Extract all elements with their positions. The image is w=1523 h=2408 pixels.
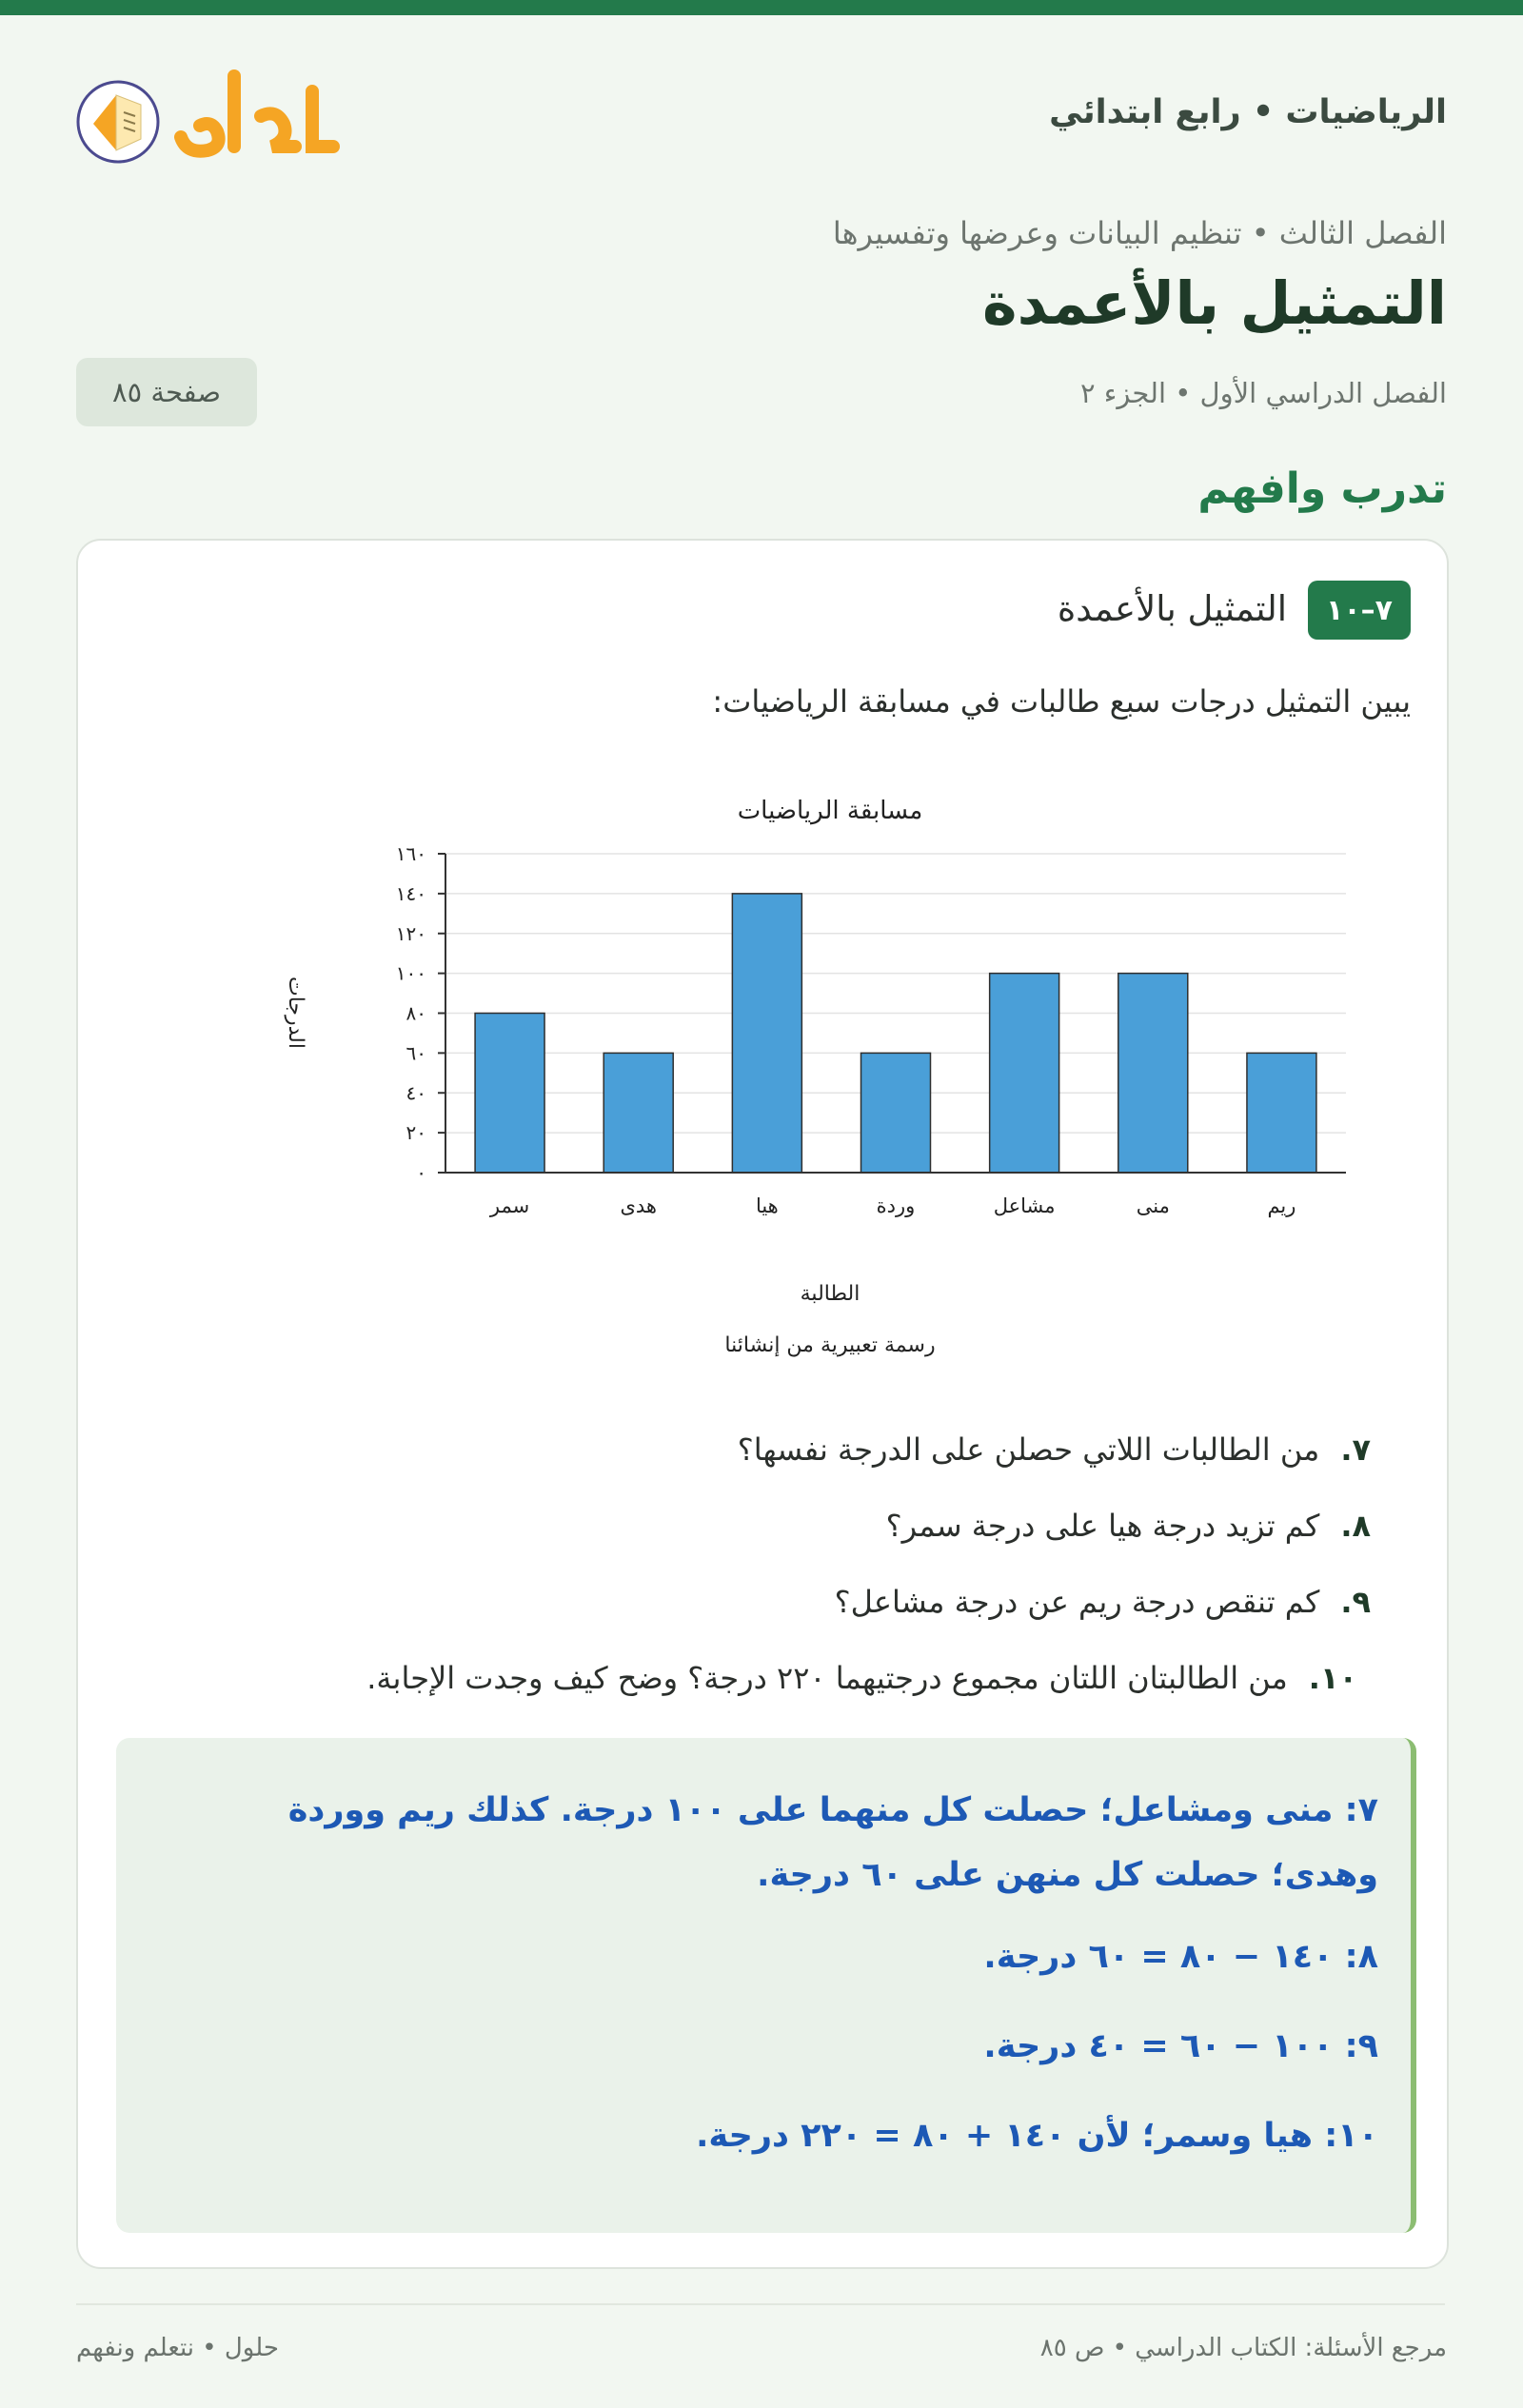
chart-title: مسابقة الرياضيات — [737, 797, 923, 825]
hulul-logo[interactable] — [74, 63, 341, 168]
footer-divider — [76, 2303, 1445, 2305]
answer-9: ٩: ١٠٠ − ٦٠ = ٤٠ درجة. — [983, 2027, 1378, 2065]
question-9 — [835, 1584, 1371, 1620]
question-8 — [886, 1508, 1371, 1544]
y-tick-label: ٦٠ — [405, 1041, 426, 1065]
x-tick-label: سمر — [489, 1194, 530, 1217]
footer-tagline: حلول • نتعلم ونفهم — [76, 2334, 279, 2362]
y-tick-label: ١٢٠ — [395, 921, 426, 945]
x-tick-label: هدى — [620, 1194, 657, 1217]
y-tick-label: ٨٠ — [405, 1001, 426, 1025]
term-label: الفصل الدراسي الأول • الجزء ٢ — [1079, 377, 1447, 409]
top-accent-bar — [0, 0, 1523, 15]
bar — [475, 1014, 544, 1174]
y-tick-label: ٠ — [416, 1161, 426, 1184]
y-axis-label: الدرجات — [284, 976, 307, 1050]
y-tick-label: ١٦٠ — [395, 842, 426, 865]
question-text: كم تزيد درجة هيا على درجة سمر؟ — [885, 1508, 1320, 1544]
y-tick-label: ١٤٠ — [395, 881, 426, 905]
bar — [1247, 1053, 1316, 1173]
bar — [990, 974, 1059, 1173]
bar — [732, 894, 801, 1173]
y-tick-label: ١٠٠ — [395, 961, 426, 985]
question-7 — [738, 1431, 1371, 1468]
answers-box — [116, 1738, 1416, 2233]
x-axis-label: الطالبة — [800, 1282, 860, 1306]
answer-8: ٨: ١٤٠ − ٨٠ = ٦٠ درجة. — [983, 1938, 1378, 1976]
question-number: ٩. — [1340, 1584, 1371, 1620]
x-tick-label: هيا — [755, 1194, 779, 1217]
exercise-title: التمثيل بالأعمدة — [1057, 588, 1287, 629]
chapter-label: الفصل الثالث • تنظيم البيانات وعرضها وتفسيرها — [832, 215, 1447, 251]
y-tick-label: ٢٠ — [405, 1121, 426, 1145]
question-number: ٧. — [1340, 1431, 1371, 1468]
question-number: ١٠. — [1308, 1660, 1357, 1696]
question-text: من الطالبات اللاتي حصلن على الدرجة نفسها؟ — [737, 1431, 1320, 1468]
exercise-card — [76, 539, 1449, 2269]
x-tick-label: منى — [1136, 1194, 1170, 1217]
bar-chart — [154, 750, 1392, 1435]
answer-10: ١٠: هيا وسمر؛ لأن ١٤٠ + ٨٠ = ٢٢٠ درجة. — [696, 2117, 1378, 2155]
answer-7-line-1: ٧: منى ومشاعل؛ حصلت كل منهما على ١٠٠ درجة. كذلك ريم ووردة — [287, 1791, 1378, 1829]
page-badge: صفحة ٨٥ — [76, 358, 257, 426]
question-10 — [366, 1660, 1357, 1696]
subject-grade: الرياضيات • رابع ابتدائي — [1049, 93, 1447, 131]
bar — [861, 1053, 931, 1173]
bar — [1118, 974, 1188, 1173]
x-tick-label: ريم — [1267, 1194, 1296, 1217]
x-tick-label: مشاعل — [993, 1194, 1056, 1217]
bar — [603, 1053, 673, 1173]
question-number: ٨. — [1340, 1508, 1371, 1544]
chart-caption: رسمة تعبيرية من إنشائنا — [724, 1333, 936, 1357]
question-text: كم تنقص درجة ريم عن درجة مشاعل؟ — [834, 1584, 1320, 1620]
exercise-intro: يبين التمثيل درجات سبع طالبات في مسابقة الرياضيات: — [712, 683, 1411, 720]
answer-7-line-2: وهدى؛ حصلت كل منهن على ٦٠ درجة. — [757, 1856, 1378, 1894]
lesson-title: التمثيل بالأعمدة — [981, 268, 1447, 338]
section-heading: تدرب وافهم — [1197, 464, 1447, 513]
exercise-range-badge: ٧–١٠ — [1308, 581, 1411, 640]
question-text: من الطالبتان اللتان مجموع درجتيهما ٢٢٠ درجة؟ وضح كيف وجدت الإجابة. — [366, 1660, 1288, 1696]
x-tick-label: وردة — [876, 1194, 916, 1217]
y-tick-label: ٤٠ — [405, 1081, 426, 1105]
footer-reference: مرجع الأسئلة: الكتاب الدراسي • ص ٨٥ — [1039, 2334, 1447, 2362]
